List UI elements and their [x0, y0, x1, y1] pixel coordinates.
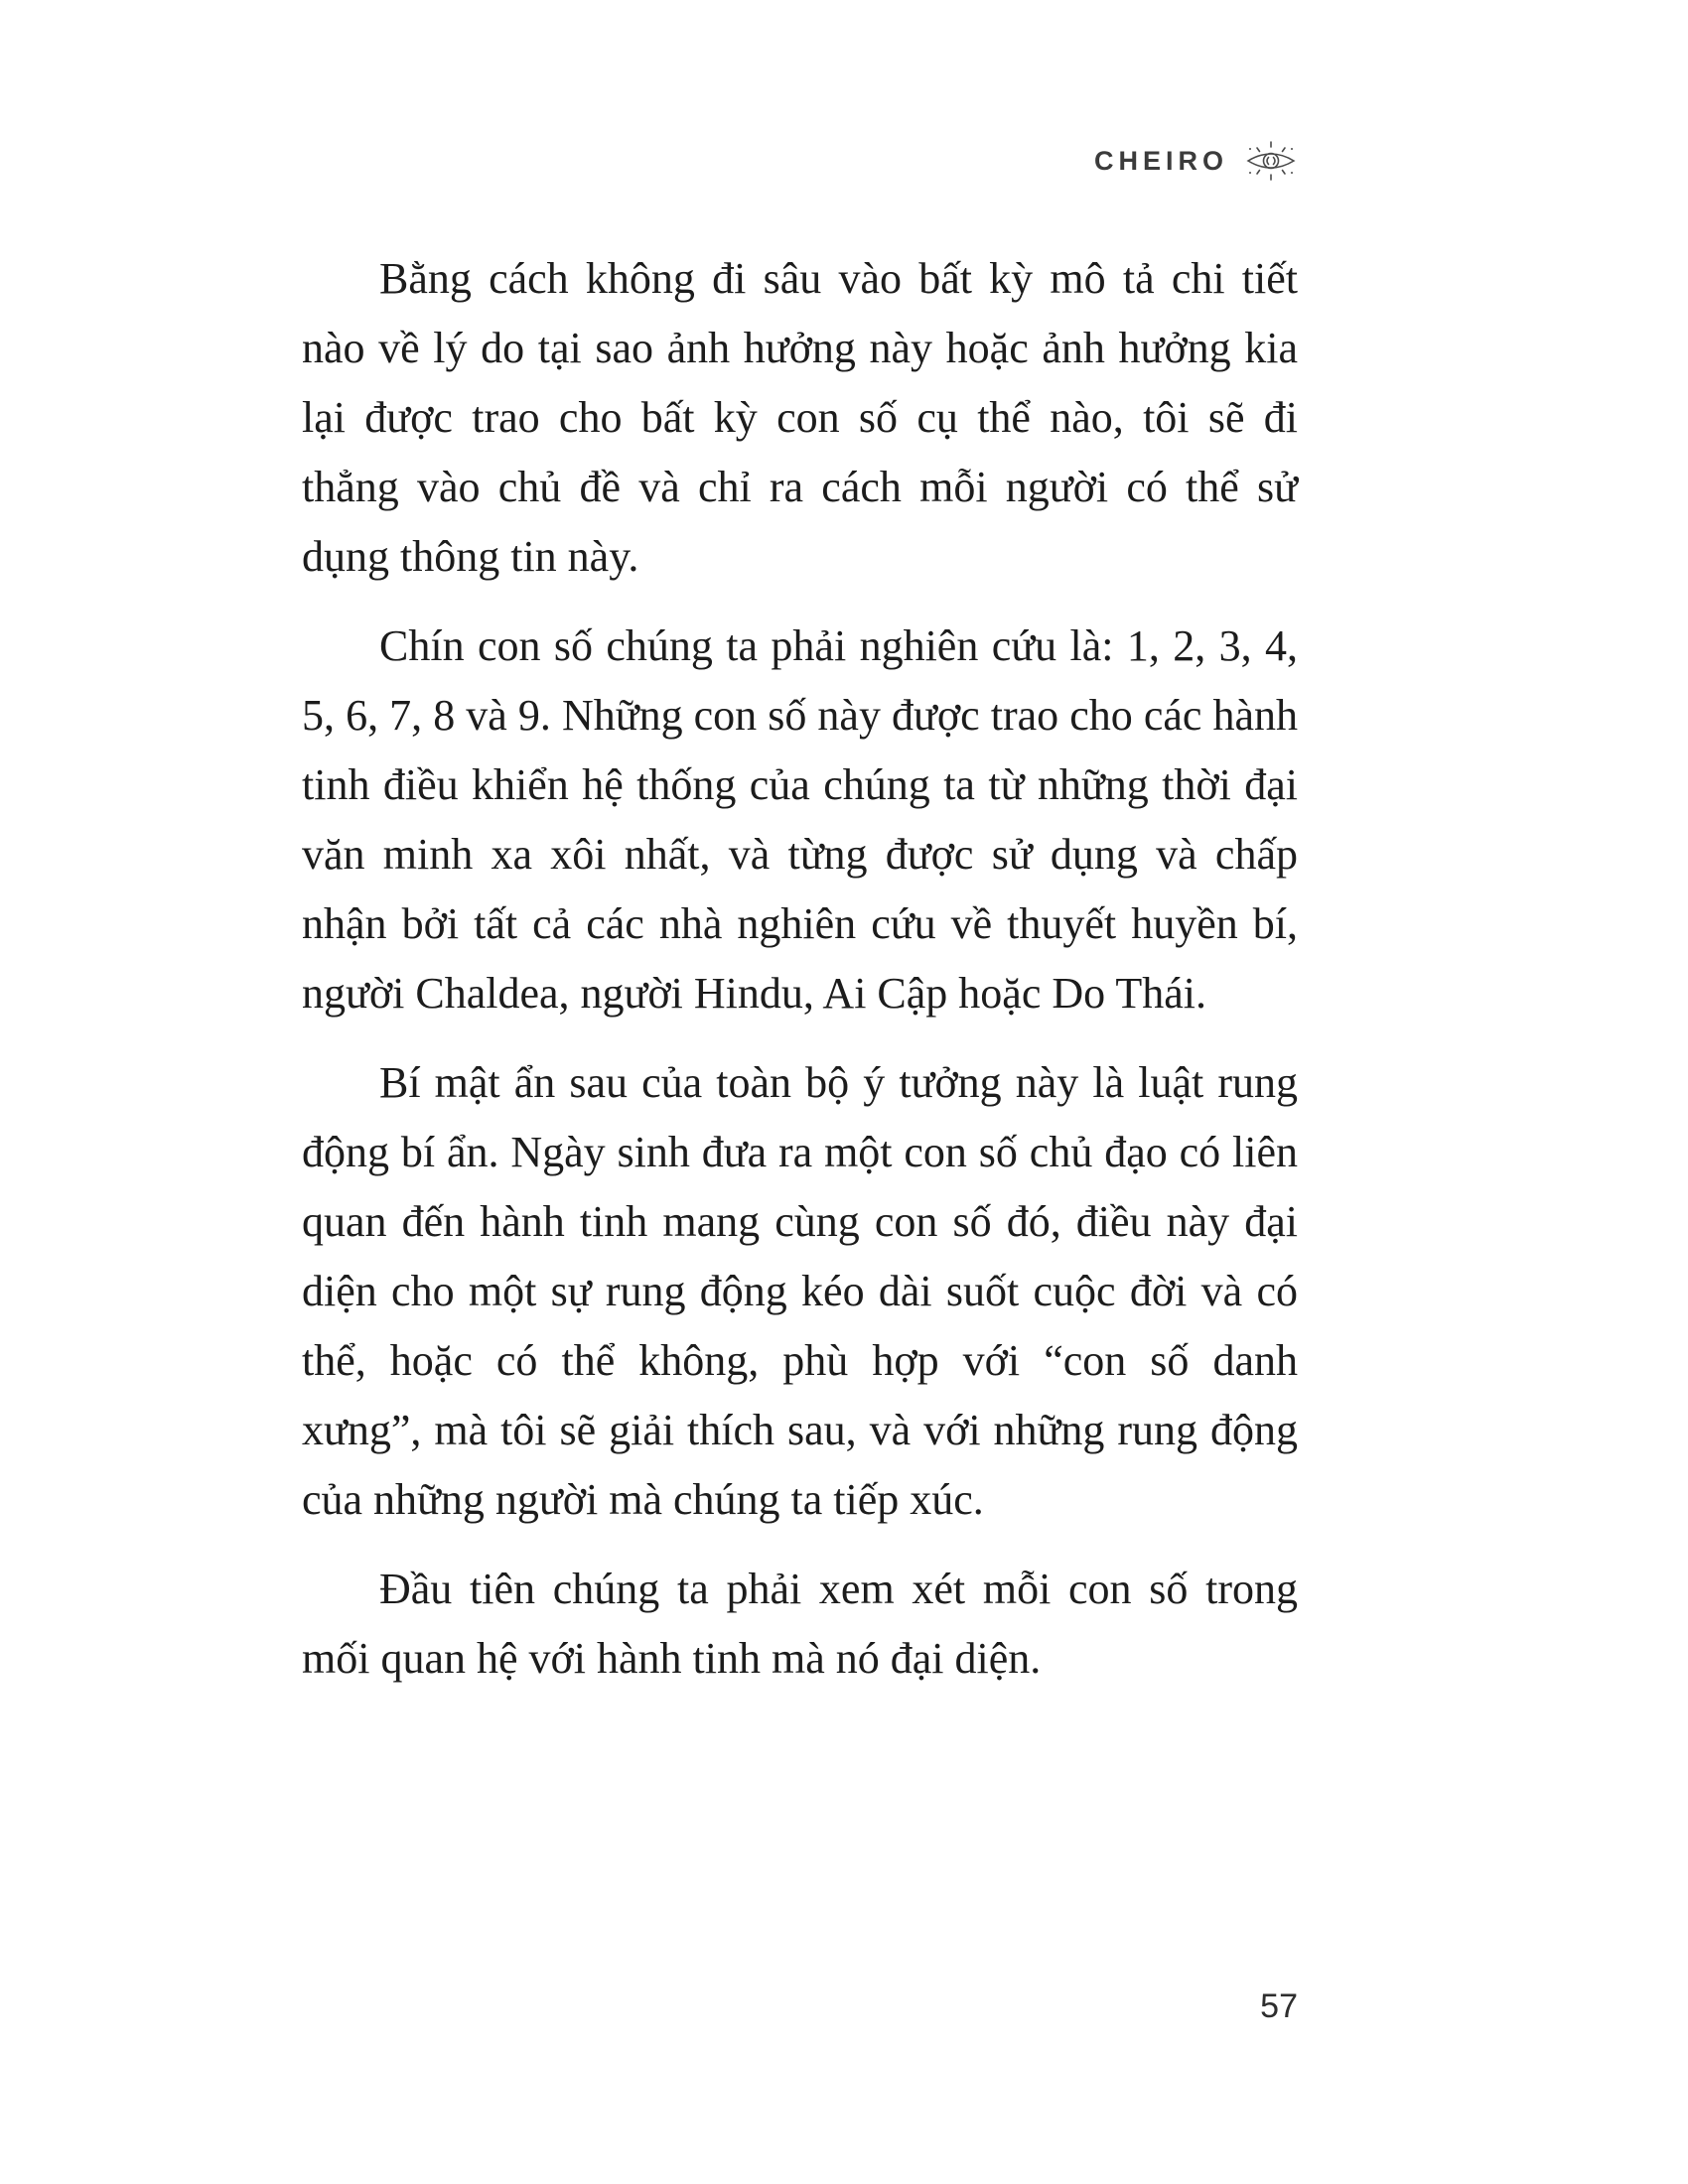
- paragraph-4: Đầu tiên chúng ta phải xem xét mỗi con số trong mối quan hệ với hành tinh mà nó đại diện.: [302, 1565, 1298, 1683]
- paragraph-3: Bí mật ẩn sau của toàn bộ ý tưởng này là luật rung động bí ẩn. Ngày sinh đưa ra một con số chủ đạo có liên quan đến hành tinh mang cùng con số đó, điều này đại diện cho một sự rung động kéo dài suốt cuộc đời và có thể, hoặc có thể không, phù hợp với “con số danh xưng”, mà tôi sẽ giải thích sau, và với những rung động của những người mà chúng ta tiếp xúc.: [302, 1058, 1298, 1524]
- page-header: [302, 141, 1298, 181]
- paragraph-2: Chín con số chúng ta phải nghiên cứu là: 1, 2, 3, 4, 5, 6, 7, 8 và 9. Những con số này được trao cho các hành tinh điều khiển hệ thống của chúng ta từ những thời đại văn minh xa xôi nhất, và từng được sử dụng và chấp nhận bởi tất cả các nhà nghiên cứu về thuyết huyền bí, người Chaldea, người Hindu, Ai Cập hoặc Do Thái.: [302, 621, 1298, 1018]
- paragraph-1: Bằng cách không đi sâu vào bất kỳ mô tả chi tiết nào về lý do tại sao ảnh hưởng này hoặc ảnh hưởng kia lại được trao cho bất kỳ con số cụ thể nào, tôi sẽ đi thẳng vào chủ đề và chỉ ra cách mỗi người có thể sử dụng thông tin này.: [302, 254, 1298, 581]
- body-text: [302, 244, 1298, 1713]
- eye-sparkle-ornament-icon: [1244, 141, 1298, 181]
- header-title: CHEIRO: [1093, 145, 1228, 176]
- page-number: 57: [1260, 1987, 1298, 2025]
